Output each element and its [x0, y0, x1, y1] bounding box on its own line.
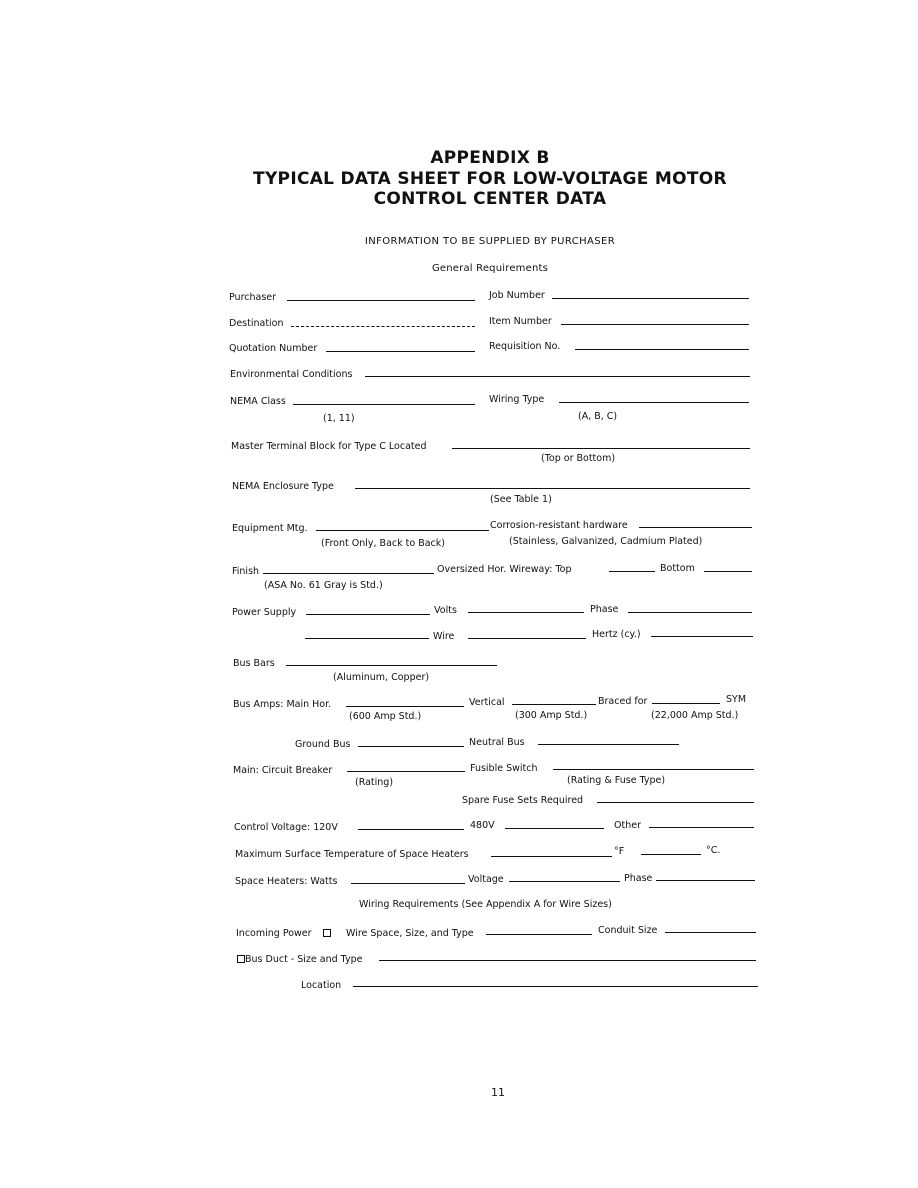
phase-field[interactable]	[628, 612, 752, 613]
conduit-size-label: Conduit Size	[598, 925, 658, 936]
bus-amps-note: (600 Amp Std.)	[349, 711, 422, 722]
bus-bars-label: Bus Bars	[233, 658, 275, 669]
wire-count-field[interactable]	[305, 638, 429, 639]
job-number-field[interactable]	[552, 298, 749, 299]
title-line-1: TYPICAL DATA SHEET FOR LOW-VOLTAGE MOTOR	[253, 169, 727, 189]
wiring-type-note: (A, B, C)	[578, 411, 618, 422]
voltage-label: Voltage	[468, 874, 504, 885]
corrosion-hardware-label: Corrosion-resistant hardware	[490, 520, 628, 531]
wireway-top-field[interactable]	[609, 571, 655, 572]
space-heaters-voltage-field[interactable]	[509, 881, 620, 882]
circuit-breaker-field[interactable]	[347, 771, 465, 772]
job-number-label: Job Number	[489, 290, 545, 301]
other-label: Other	[614, 820, 641, 831]
bus-bars-note: (Aluminum, Copper)	[333, 672, 430, 683]
braced-for-label: Braced for	[598, 696, 648, 707]
control-voltage-label: Control Voltage: 120V	[234, 822, 338, 833]
equipment-mtg-field[interactable]	[316, 530, 489, 531]
wire-label: Wire	[433, 631, 455, 642]
wire-space-label: Wire Space, Size, and Type	[346, 928, 474, 939]
master-terminal-block-field[interactable]	[452, 448, 750, 449]
v480-label: 480V	[470, 820, 495, 831]
general-requirements-heading: General Requirements	[431, 263, 549, 274]
bus-duct-label: Bus Duct - Size and Type	[245, 954, 363, 965]
hertz-label: Hertz (cy.)	[592, 629, 641, 640]
destination-field[interactable]	[291, 326, 475, 327]
master-terminal-block-label: Master Terminal Block for Type C Located	[231, 441, 427, 452]
oversized-wireway-label: Oversized Hor. Wireway: Top	[437, 564, 572, 575]
temp-f-field[interactable]	[491, 856, 612, 857]
master-terminal-note: (Top or Bottom)	[541, 453, 616, 464]
title-line-2: CONTROL CENTER DATA	[373, 189, 607, 209]
environmental-conditions-label: Environmental Conditions	[230, 369, 353, 380]
volts-label: Volts	[434, 605, 457, 616]
spare-fuse-sets-field[interactable]	[597, 802, 754, 803]
sym-label: SYM	[726, 694, 747, 705]
fusible-switch-label: Fusible Switch	[470, 763, 538, 774]
phase-label: Phase	[590, 604, 619, 615]
wiring-type-label: Wiring Type	[489, 394, 545, 405]
space-heaters-label: Space Heaters: Watts	[235, 876, 338, 887]
wiring-requirements-heading: Wiring Requirements (See Appendix A for Wire Sizes)	[359, 899, 612, 910]
corrosion-note: (Stainless, Galvanized, Cadmium Plated)	[509, 536, 703, 547]
control-voltage-480-field[interactable]	[505, 828, 604, 829]
nema-class-label: NEMA Class	[230, 396, 286, 407]
purchaser-field[interactable]	[287, 300, 475, 301]
max-surface-temp-label: Maximum Surface Temperature of Space Heaters	[235, 849, 469, 860]
page-number: 11	[491, 1086, 505, 1099]
braced-note: (22,000 Amp Std.)	[651, 710, 739, 721]
main-circuit-breaker-label: Main: Circuit Breaker	[233, 765, 333, 776]
bus-amps-label: Bus Amps: Main Hor.	[233, 699, 332, 710]
corrosion-hardware-field[interactable]	[639, 527, 752, 528]
fusible-switch-field[interactable]	[553, 769, 754, 770]
incoming-power-checkbox[interactable]	[323, 929, 331, 937]
power-supply-label: Power Supply	[232, 607, 297, 618]
nema-class-field[interactable]	[293, 404, 475, 405]
wiring-type-field[interactable]	[559, 402, 749, 403]
equipment-mtg-note: (Front Only, Back to Back)	[321, 538, 445, 549]
ground-bus-field[interactable]	[358, 746, 464, 747]
bus-duct-checkbox[interactable]	[237, 955, 245, 963]
temp-c-field[interactable]	[641, 854, 701, 855]
location-label: Location	[301, 980, 342, 991]
fusible-note: (Rating & Fuse Type)	[567, 775, 666, 786]
incoming-power-label: Incoming Power	[236, 928, 312, 939]
space-heaters-watts-field[interactable]	[351, 883, 465, 884]
wire-field[interactable]	[468, 638, 586, 639]
spare-fuse-sets-label: Spare Fuse Sets Required	[462, 795, 584, 806]
deg-f-label: °F	[614, 846, 625, 857]
control-voltage-120-field[interactable]	[358, 829, 464, 830]
item-number-field[interactable]	[561, 324, 749, 325]
purchaser-label: Purchaser	[229, 292, 277, 303]
finish-note: (ASA No. 61 Gray is Std.)	[264, 580, 383, 591]
requisition-no-field[interactable]	[575, 349, 749, 350]
deg-c-label: °C.	[706, 845, 721, 856]
bottom-label: Bottom	[660, 563, 695, 574]
ground-bus-label: Ground Bus	[295, 739, 351, 750]
conduit-size-field[interactable]	[665, 932, 756, 933]
volts-field[interactable]	[468, 612, 584, 613]
nema-enclosure-type-field[interactable]	[355, 488, 750, 489]
vertical-field[interactable]	[512, 704, 596, 705]
requisition-no-label: Requisition No.	[489, 341, 561, 352]
bus-amps-main-field[interactable]	[346, 706, 464, 707]
quotation-number-field[interactable]	[326, 351, 475, 352]
nema-enclosure-type-label: NEMA Enclosure Type	[232, 481, 334, 492]
phase2-label: Phase	[624, 873, 653, 884]
destination-label: Destination	[229, 318, 284, 329]
finish-field[interactable]	[263, 573, 434, 574]
power-supply-field[interactable]	[306, 614, 430, 615]
control-voltage-other-field[interactable]	[649, 827, 754, 828]
neutral-bus-field[interactable]	[538, 744, 679, 745]
braced-for-field[interactable]	[652, 703, 720, 704]
item-number-label: Item Number	[489, 316, 552, 327]
appendix-heading: APPENDIX B	[430, 148, 550, 168]
bus-duct-field[interactable]	[379, 960, 756, 961]
quotation-number-label: Quotation Number	[229, 343, 318, 354]
wire-space-field[interactable]	[486, 934, 592, 935]
vertical-label: Vertical	[469, 697, 505, 708]
vertical-note: (300 Amp Std.)	[515, 710, 588, 721]
neutral-bus-label: Neutral Bus	[469, 737, 525, 748]
equipment-mtg-label: Equipment Mtg.	[232, 523, 308, 534]
space-heaters-phase-field[interactable]	[656, 880, 755, 881]
nema-enclosure-note: (See Table 1)	[490, 494, 552, 505]
wireway-bottom-field[interactable]	[704, 571, 752, 572]
location-field[interactable]	[353, 986, 758, 987]
nema-class-note: (1, 11)	[323, 413, 355, 424]
environmental-conditions-field[interactable]	[365, 376, 750, 377]
purchaser-info-heading: INFORMATION TO BE SUPPLIED BY PURCHASER	[364, 236, 616, 247]
finish-label: Finish	[232, 566, 260, 577]
hertz-field[interactable]	[651, 636, 753, 637]
bus-bars-field[interactable]	[286, 665, 497, 666]
rating-note: (Rating)	[355, 777, 394, 788]
